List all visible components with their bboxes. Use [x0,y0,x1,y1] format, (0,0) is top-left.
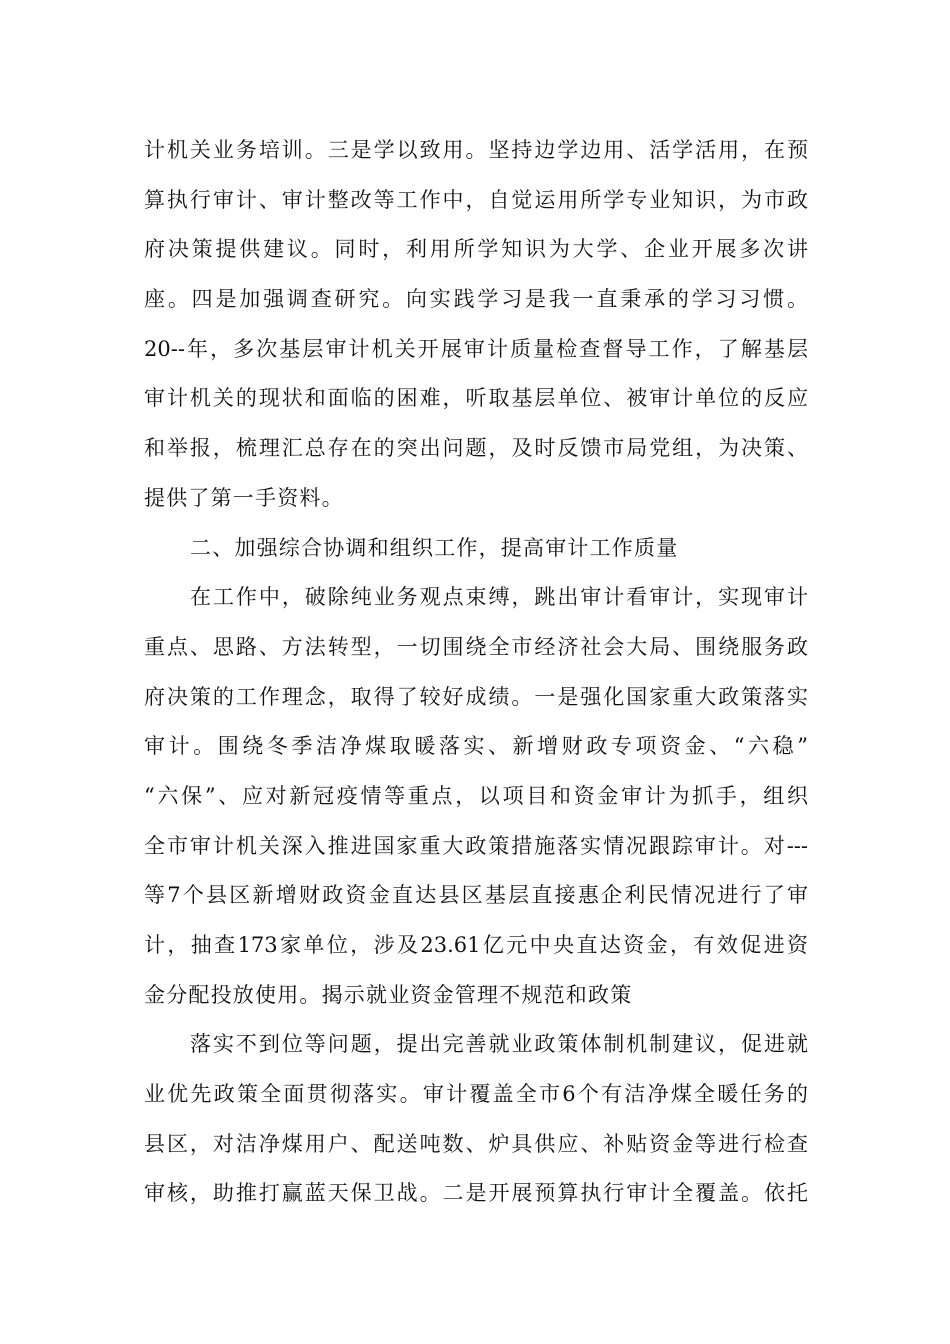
text-line: 在工作中，破除纯业务观点束缚，跳出审计看审计，实现审计 [190,585,808,610]
text-line: 座。四是加强调查研究。向实践学习是我一直秉承的学习习惯。 [144,287,808,312]
text-line: 二、加强综合协调和组织工作，提高审计工作质量 [190,535,679,560]
text-line: 和举报，梳理汇总存在的突出问题，及时反馈市局党组，为决策、 [144,436,808,461]
text-line: 算执行审计、审计整改等工作中，自觉运用所学专业知识，为市政 [144,187,808,212]
text-line: “六保”、应对新冠疫情等重点，以项目和资金审计为抓手，组织 [144,783,808,808]
text-line: 府决策的工作理念，取得了较好成绩。一是强化国家重大政策落实 [144,684,808,709]
text-line: 等7个县区新增财政资金直达县区基层直接惠企利民情况进行了审 [144,883,808,908]
text-line: 20--年，多次基层审计机关开展审计质量检查督导工作，了解基层 [144,336,808,361]
text-line: 府决策提供建议。同时，利用所学知识为大学、企业开展多次讲 [144,237,808,262]
text-line: 金分配投放使用。揭示就业资金管理不规范和政策 [144,982,633,1007]
text-line: 审核，助推打赢蓝天保卫战。二是开展预算执行审计全覆盖。依托 [144,1181,808,1206]
body-text [144,126,808,1219]
text-line: 业优先政策全面贯彻落实。审计覆盖全市6个有洁净煤全暖任务的 [144,1082,808,1107]
text-line: 重点、思路、方法转型，一切围绕全市经济社会大局、围绕服务政 [144,634,808,659]
text-line: 计，抽查173家单位，涉及23.61亿元中央直达资金，有效促进资 [144,933,808,957]
text-line: 审计。围绕冬季洁净煤取暖落实、新增财政专项资金、“六稳” [144,734,808,759]
text-line: 提供了第一手资料。 [144,485,344,510]
text-line: 全市审计机关深入推进国家重大政策措施落实情况跟踪审计。对--- [144,833,808,858]
text-line: 县区，对洁净煤用户、配送吨数、炉具供应、补贴资金等进行检查 [144,1131,808,1156]
text-line: 计机关业务培训。三是学以致用。坚持边学边用、活学活用，在预 [144,138,808,162]
text-line: 审计机关的现状和面临的困难，听取基层单位、被审计单位的反应 [144,386,808,411]
text-line: 落实不到位等问题，提出完善就业政策体制机制建议，促进就 [190,1032,808,1057]
